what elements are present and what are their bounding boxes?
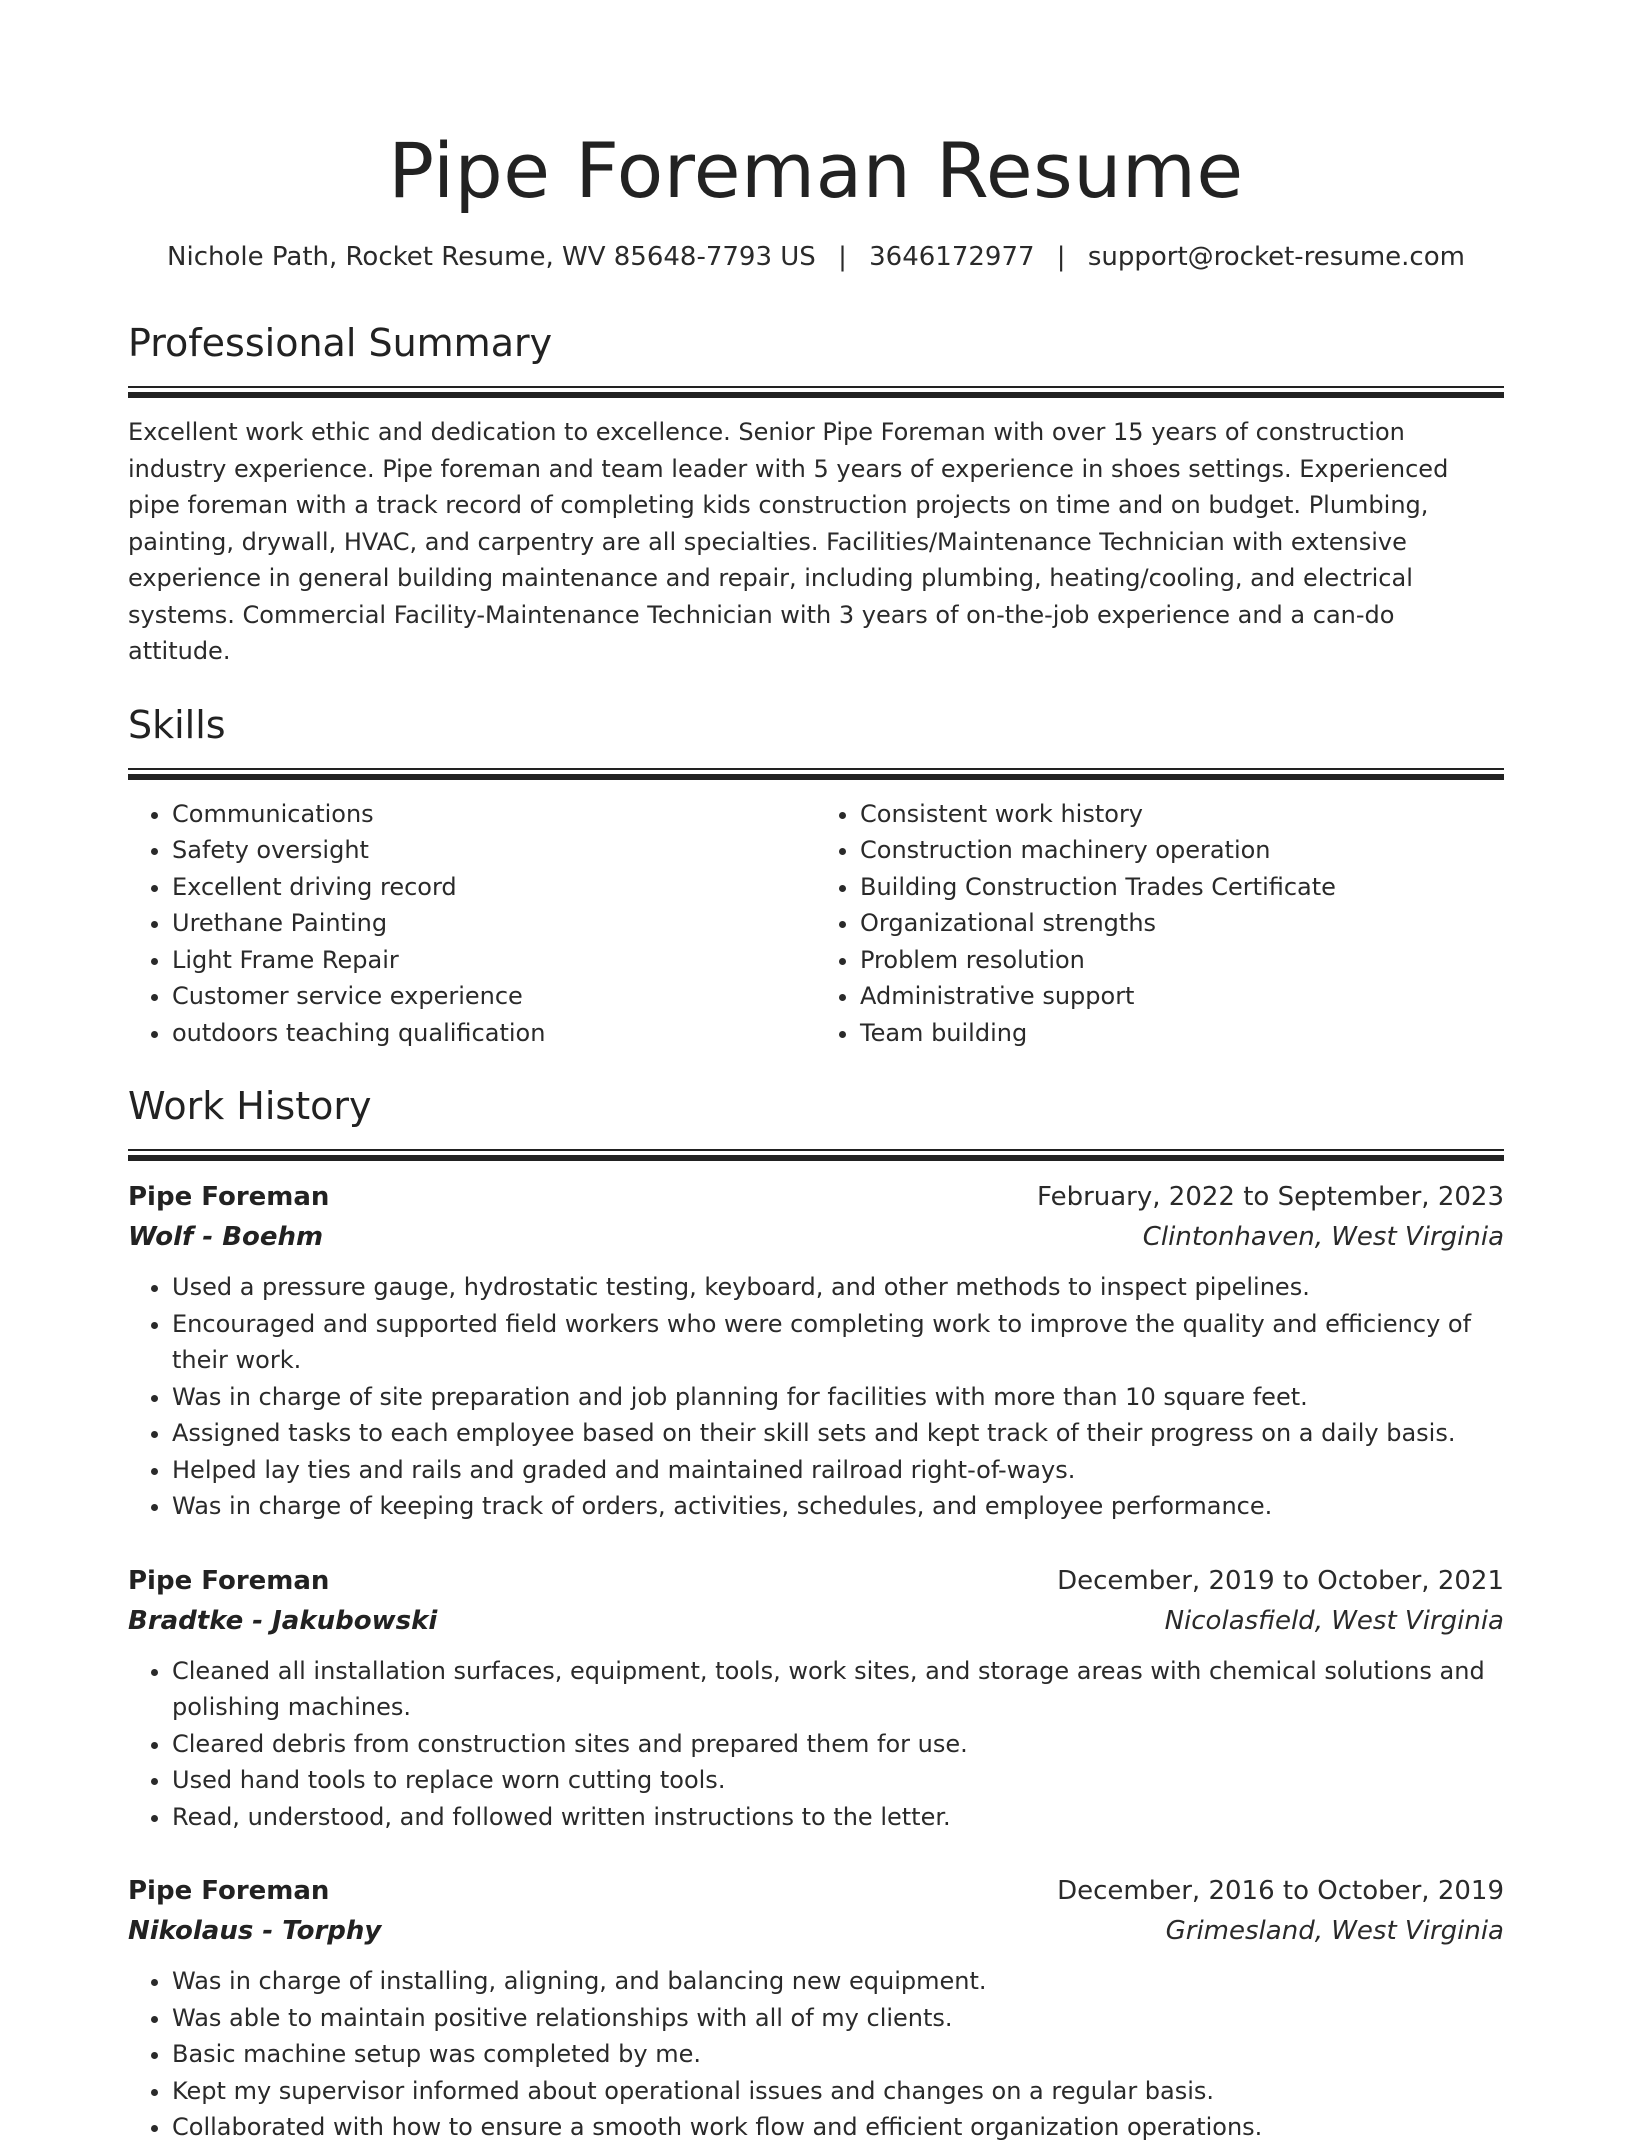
job-bullet: • Assigned tasks to each employee based on their skill sets and kept track of their progress on a daily basis.: [172, 1415, 1504, 1452]
job-entry: [128, 1177, 1504, 1525]
job-header-row: [128, 1561, 1504, 1601]
job-bullet: • Was in charge of installing, aligning, and balancing new equipment.: [172, 1963, 1504, 2000]
section-divider: [128, 386, 1504, 388]
skill-item: • outdoors teaching qualification: [172, 1015, 816, 1052]
job-title: Pipe Foreman: [128, 1182, 330, 1212]
contact-separator: |: [838, 242, 847, 272]
job-bullet: • Kept my supervisor informed about operational issues and changes on a regular basis.: [172, 2073, 1504, 2110]
summary-text: Excellent work ethic and dedication to excellence. Senior Pipe Foreman with over 15 years of construction industry experience. Pipe foreman and team leader with 5 years of experience in shoes settings. Experienced pipe foreman with a track record of completing kids construction projects on time and on budget. Plumbing, painting, drywall, HVAC, and carpentry are all specialties. Facilities/Maintenance Technician with extensive experience in general building maintenance and repair, including plumbing, heating/cooling, and electrical systems. Commercial Facility-Maintenance Technician with 3 years of on-the-job experience and a can-do attitude.: [128, 418, 1449, 665]
job-company: Wolf - Boehm: [128, 1222, 324, 1252]
skill-item: • Construction machinery operation: [860, 832, 1504, 869]
contact-line: [128, 240, 1504, 274]
job-bullet: • Was able to maintain positive relationships with all of my clients.: [172, 2000, 1504, 2037]
skill-item: • Team building: [860, 1015, 1504, 1052]
job-company: Nikolaus - Torphy: [128, 1916, 382, 1946]
job-employer-row: [128, 1217, 1504, 1257]
section-heading-summary: Professional Summary: [128, 321, 553, 365]
job-bullet: • Used hand tools to replace worn cutting tools.: [172, 1762, 1504, 1799]
job-employer-row: [128, 1601, 1504, 1641]
job-entry: [128, 1561, 1504, 1836]
job-entry: [128, 1871, 1504, 2146]
skill-item: • Building Construction Trades Certificate: [860, 869, 1504, 906]
skill-item: • Communications: [172, 796, 816, 833]
section-divider: [128, 768, 1504, 770]
job-bullet: • Read, understood, and followed written instructions to the letter.: [172, 1799, 1504, 1836]
skill-item: • Excellent driving record: [172, 869, 816, 906]
job-bullets: [128, 1963, 1504, 2146]
skills-section: [128, 700, 1504, 1052]
job-location: Nicolasfield, West Virginia: [1164, 1605, 1504, 1636]
job-header-row: [128, 1177, 1504, 1217]
job-bullet: • Cleared debris from construction sites and prepared them for use.: [172, 1726, 1504, 1763]
job-bullet: • Encouraged and supported field workers who were completing work to improve the quality and efficiency of their work.: [172, 1306, 1504, 1379]
skill-item: • Problem resolution: [860, 942, 1504, 979]
job-bullets: [128, 1269, 1504, 1525]
section-divider: [128, 1149, 1504, 1151]
job-dates: December, 2016 to October, 2019: [1057, 1876, 1504, 1906]
work-history-section: [128, 1081, 1504, 2146]
job-bullet: • Cleaned all installation surfaces, equipment, tools, work sites, and storage areas with chemical solutions and polishing machines.: [172, 1653, 1504, 1726]
contact-email: support@rocket-resume.com: [1087, 242, 1465, 272]
job-dates: December, 2019 to October, 2021: [1057, 1565, 1504, 1596]
skill-item: • Organizational strengths: [860, 905, 1504, 942]
job-employer-row: [128, 1911, 1504, 1951]
job-bullet: • Was in charge of keeping track of orders, activities, schedules, and employee performance.: [172, 1488, 1504, 1525]
professional-summary-section: [128, 318, 1504, 670]
job-company: Bradtke - Jakubowski: [128, 1605, 438, 1636]
skill-item: • Safety oversight: [172, 832, 816, 869]
job-dates: February, 2022 to September, 2023: [1037, 1182, 1504, 1212]
job-bullets: [128, 1653, 1504, 1836]
job-title: Pipe Foreman: [128, 1876, 330, 1906]
job-location: Clintonhaven, West Virginia: [1142, 1222, 1504, 1252]
job-bullet: • Basic machine setup was completed by me.: [172, 2036, 1504, 2073]
contact-address: Nichole Path, Rocket Resume, WV 85648-7793 US: [167, 242, 816, 272]
skill-item: • Light Frame Repair: [172, 942, 816, 979]
resume-title: Pipe Foreman Resume: [388, 126, 1244, 215]
skill-item: • Consistent work history: [860, 796, 1504, 833]
job-location: Grimesland, West Virginia: [1165, 1916, 1504, 1946]
skills-columns: [128, 796, 1504, 1052]
job-bullet: • Collaborated with how to ensure a smooth work flow and efficient organization operations.: [172, 2109, 1504, 2146]
skill-item: • Urethane Painting: [172, 905, 816, 942]
skill-item: • Customer service experience: [172, 978, 816, 1015]
skills-list-right: [816, 796, 1504, 1052]
skill-item: • Administrative support: [860, 978, 1504, 1015]
job-bullet: • Used a pressure gauge, hydrostatic testing, keyboard, and other methods to inspect pipelines.: [172, 1269, 1504, 1306]
skills-list-left: [128, 796, 816, 1052]
contact-phone: 3646172977: [869, 242, 1035, 272]
contact-separator: |: [1056, 242, 1066, 272]
job-bullet: • Was in charge of site preparation and job planning for facilities with more than 10 square feet.: [172, 1379, 1504, 1416]
job-title: Pipe Foreman: [128, 1565, 330, 1596]
section-heading-work-history: Work History: [128, 1084, 372, 1128]
section-heading-skills: Skills: [128, 702, 226, 747]
job-header-row: [128, 1871, 1504, 1911]
job-bullet: • Helped lay ties and rails and graded and maintained railroad right-of-ways.: [172, 1452, 1504, 1489]
